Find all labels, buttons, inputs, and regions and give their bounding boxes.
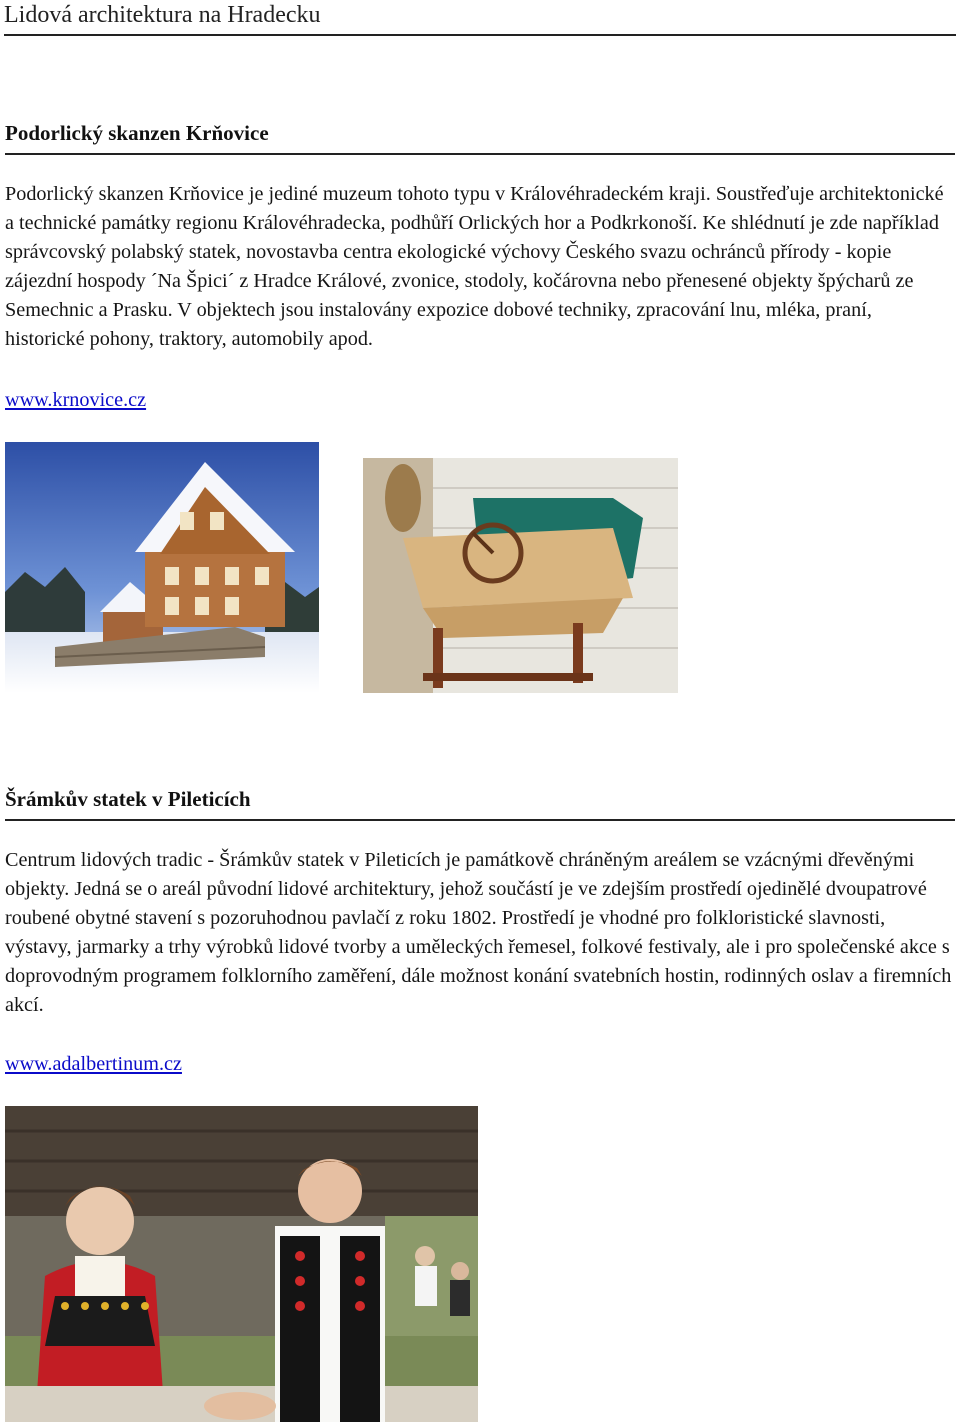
section-heading-krnovice: Podorlický skanzen Krňovice bbox=[5, 119, 955, 155]
link-krnovice[interactable]: www.krnovice.cz bbox=[5, 389, 147, 411]
section-heading-piletice: Šrámkův statek v Pileticích bbox=[5, 785, 955, 821]
photo-folk-dancers bbox=[5, 1106, 478, 1422]
photo-antique-machine bbox=[363, 458, 678, 693]
link-adalbertinum[interactable]: www.adalbertinum.cz bbox=[5, 1053, 182, 1075]
page-title: Lidová architektura na Hradecku bbox=[4, 0, 956, 36]
photo-wooden-house bbox=[5, 442, 319, 693]
section-text-piletice: Centrum lidových tradic - Šrámkův statek v Pileticích je památkově chráněným areálem se vzácnými dřevěnými objekty. Jedná se o areál původní lidové architektury, jehož součástí je ve zdejším prostředí ojedinělé dvoupatrové roubené obytné stavení s pozoruhodnou pavlačí z roku 1802. Prostředí je vhodné pro folkloristické slavnosti, výstavy, jarmarky a trhy výrobků lidové tvorby a uměleckých řemesel, folkové festivaly, ale i pro společenské akce s doprovodným programem folklorního zaměření, dále možnost konání svatebních hostin, rodinných oslav a firemních akcí. bbox=[5, 849, 952, 1017]
section-text-krnovice: Podorlický skanzen Krňovice je jediné muzeum tohoto typu v Královéhradeckém kraji. Soustřeďuje architektonické a technické památky regionu Královéhradecka, podhůří Orlických hor a Podkrkonoší. Ke shlédnutí je zde například správcovský polabský statek, novostavba centra ekologické výchovy Českého svazu ochránců přírody - kopie zájezdní hospody ´Na Špici´ z Hradce Králové, zvonice, stodoly, kočárovna nebo přenesené objekty špýcharů ze Semechnic a Prasku. V objektech jsou instalovány expozice dobové techniky, zpracování lnu, mléka, praní, historické pohony, traktory, automobily apod. bbox=[5, 183, 944, 351]
